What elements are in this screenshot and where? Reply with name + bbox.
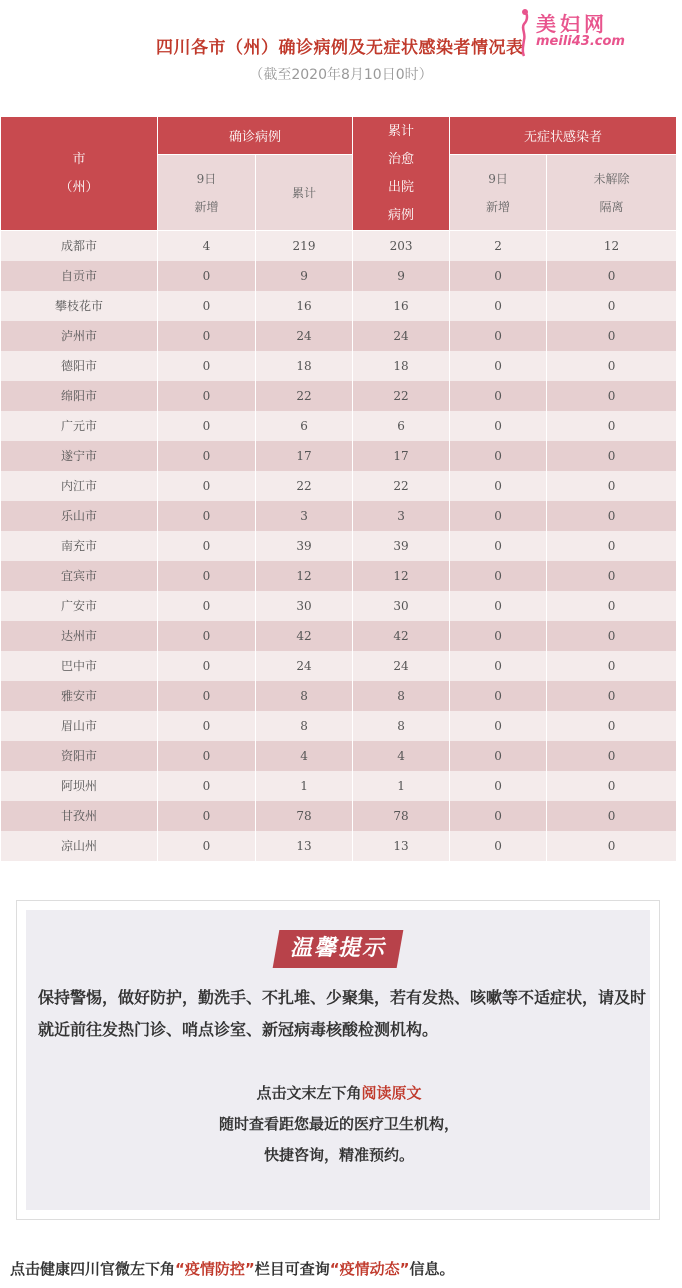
confirmed-new-cell: 0 bbox=[158, 411, 256, 441]
table-row bbox=[1, 531, 677, 561]
tip-badge-label: 温馨提示 bbox=[289, 936, 386, 961]
unreleased-cell: 0 bbox=[547, 651, 677, 681]
unreleased-cell: 0 bbox=[547, 711, 677, 741]
asym-new-cell: 0 bbox=[450, 291, 547, 321]
table-row bbox=[1, 831, 677, 861]
unreleased-cell: 0 bbox=[547, 531, 677, 561]
city-cell: 内江市 bbox=[1, 471, 158, 501]
city-cell: 凉山州 bbox=[1, 831, 158, 861]
confirmed-new-cell: 0 bbox=[158, 261, 256, 291]
unreleased-cell: 0 bbox=[547, 741, 677, 771]
confirmed-total-cell: 16 bbox=[256, 291, 353, 321]
cases-table bbox=[0, 116, 677, 861]
city-cell: 资阳市 bbox=[1, 741, 158, 771]
confirmed-total-cell: 24 bbox=[256, 321, 353, 351]
asym-new-cell: 0 bbox=[450, 801, 547, 831]
confirmed-total-cell: 78 bbox=[256, 801, 353, 831]
confirmed-new-cell: 0 bbox=[158, 621, 256, 651]
table-row bbox=[1, 771, 677, 801]
city-cell: 成都市 bbox=[1, 231, 158, 261]
city-cell: 绵阳市 bbox=[1, 381, 158, 411]
confirmed-new-cell: 0 bbox=[158, 771, 256, 801]
table-row bbox=[1, 441, 677, 471]
city-cell: 广安市 bbox=[1, 591, 158, 621]
header-confirmed-new: 9日 新增 bbox=[158, 155, 256, 231]
table-row bbox=[1, 741, 677, 771]
header-confirmed: 确诊病例 bbox=[158, 117, 353, 155]
asym-new-cell: 0 bbox=[450, 441, 547, 471]
confirmed-total-cell: 13 bbox=[256, 831, 353, 861]
tip-panel bbox=[26, 910, 650, 1210]
table-row bbox=[1, 291, 677, 321]
city-cell: 雅安市 bbox=[1, 681, 158, 711]
asym-new-cell: 0 bbox=[450, 351, 547, 381]
confirmed-new-cell: 0 bbox=[158, 591, 256, 621]
confirmed-new-cell: 0 bbox=[158, 471, 256, 501]
city-cell: 甘孜州 bbox=[1, 801, 158, 831]
cured-cell: 8 bbox=[353, 681, 450, 711]
tip-line-2: 随时查看距您最近的医疗卫生机构， bbox=[218, 1115, 459, 1133]
cured-cell: 39 bbox=[353, 531, 450, 561]
page-header bbox=[0, 0, 682, 110]
confirmed-total-cell: 8 bbox=[256, 711, 353, 741]
confirmed-total-cell: 22 bbox=[256, 381, 353, 411]
logo-text: 美妇网 bbox=[536, 12, 608, 36]
confirmed-total-cell: 4 bbox=[256, 741, 353, 771]
table-body bbox=[1, 231, 677, 861]
asym-new-cell: 0 bbox=[450, 501, 547, 531]
epidemic-news-link[interactable]: “疫情动态” bbox=[329, 1260, 410, 1278]
cured-cell: 30 bbox=[353, 591, 450, 621]
cured-cell: 22 bbox=[353, 471, 450, 501]
unreleased-cell: 0 bbox=[547, 621, 677, 651]
asym-new-cell: 0 bbox=[450, 381, 547, 411]
table-row bbox=[1, 351, 677, 381]
table-row bbox=[1, 411, 677, 441]
table-row bbox=[1, 591, 677, 621]
table-row bbox=[1, 261, 677, 291]
confirmed-total-cell: 9 bbox=[256, 261, 353, 291]
cured-cell: 4 bbox=[353, 741, 450, 771]
cured-cell: 203 bbox=[353, 231, 450, 261]
confirmed-total-cell: 42 bbox=[256, 621, 353, 651]
confirmed-new-cell: 0 bbox=[158, 531, 256, 561]
city-cell: 遂宁市 bbox=[1, 441, 158, 471]
asym-new-cell: 0 bbox=[450, 531, 547, 561]
asym-new-cell: 0 bbox=[450, 591, 547, 621]
confirmed-new-cell: 0 bbox=[158, 561, 256, 591]
asym-new-cell: 0 bbox=[450, 411, 547, 441]
city-cell: 阿坝州 bbox=[1, 771, 158, 801]
tip-paragraph: 保持警惕，做好防护，勤洗手、不扎堆、少聚集，若有发热、咳嗽等不适症状，请及时就近前往发热门诊、哨点诊室、新冠病毒核酸检测机构。 bbox=[38, 988, 647, 1039]
asym-new-cell: 0 bbox=[450, 471, 547, 501]
city-cell: 巴中市 bbox=[1, 651, 158, 681]
unreleased-cell: 0 bbox=[547, 291, 677, 321]
confirmed-new-cell: 0 bbox=[158, 681, 256, 711]
header-city: 市 （州） bbox=[1, 117, 158, 231]
confirmed-new-cell: 0 bbox=[158, 381, 256, 411]
cured-cell: 24 bbox=[353, 321, 450, 351]
confirmed-new-cell: 0 bbox=[158, 441, 256, 471]
unreleased-cell: 0 bbox=[547, 411, 677, 441]
confirmed-new-cell: 4 bbox=[158, 231, 256, 261]
city-cell: 广元市 bbox=[1, 411, 158, 441]
confirmed-total-cell: 12 bbox=[256, 561, 353, 591]
asym-new-cell: 0 bbox=[450, 651, 547, 681]
city-cell: 德阳市 bbox=[1, 351, 158, 381]
page-title: 四川各市（州）确诊病例及无症状感染者情况表 bbox=[156, 38, 524, 58]
asym-new-cell: 0 bbox=[450, 831, 547, 861]
confirmed-new-cell: 0 bbox=[158, 291, 256, 321]
unreleased-cell: 0 bbox=[547, 561, 677, 591]
unreleased-cell: 0 bbox=[547, 801, 677, 831]
header-unreleased: 未解除 隔离 bbox=[547, 155, 677, 231]
unreleased-cell: 0 bbox=[547, 381, 677, 411]
unreleased-cell: 12 bbox=[547, 231, 677, 261]
table-row bbox=[1, 681, 677, 711]
tip-instructions bbox=[26, 1078, 652, 1171]
confirmed-total-cell: 3 bbox=[256, 501, 353, 531]
unreleased-cell: 0 bbox=[547, 321, 677, 351]
lady-logo-icon bbox=[514, 8, 534, 58]
page-subtitle: （截至2020年8月10日0时） bbox=[249, 67, 433, 83]
confirmed-total-cell: 17 bbox=[256, 441, 353, 471]
unreleased-cell: 0 bbox=[547, 831, 677, 861]
confirmed-new-cell: 0 bbox=[158, 351, 256, 381]
cured-cell: 16 bbox=[353, 291, 450, 321]
confirmed-new-cell: 0 bbox=[158, 711, 256, 741]
confirmed-total-cell: 8 bbox=[256, 681, 353, 711]
confirmed-total-cell: 24 bbox=[256, 651, 353, 681]
footer-note: 点击健康四川官微左下角“疫情防控”栏目可查询“疫情动态”信息。 bbox=[10, 1260, 455, 1278]
confirmed-total-cell: 6 bbox=[256, 411, 353, 441]
city-cell: 南充市 bbox=[1, 531, 158, 561]
asym-new-cell: 0 bbox=[450, 561, 547, 591]
tip-line-1: 点击文末左下角阅读原文 bbox=[256, 1084, 422, 1102]
table-row bbox=[1, 501, 677, 531]
confirmed-new-cell: 0 bbox=[158, 321, 256, 351]
city-cell: 自贡市 bbox=[1, 261, 158, 291]
city-cell: 泸州市 bbox=[1, 321, 158, 351]
header-asym-new: 9日 新增 bbox=[450, 155, 547, 231]
cured-cell: 8 bbox=[353, 711, 450, 741]
confirmed-new-cell: 0 bbox=[158, 501, 256, 531]
asym-new-cell: 0 bbox=[450, 321, 547, 351]
asym-new-cell: 0 bbox=[450, 711, 547, 741]
table-row bbox=[1, 801, 677, 831]
asym-new-cell: 2 bbox=[450, 231, 547, 261]
unreleased-cell: 0 bbox=[547, 351, 677, 381]
cured-cell: 13 bbox=[353, 831, 450, 861]
city-cell: 眉山市 bbox=[1, 711, 158, 741]
asym-new-cell: 0 bbox=[450, 621, 547, 651]
header-cured: 累计 治愈 出院 病例 bbox=[353, 117, 450, 231]
unreleased-cell: 0 bbox=[547, 441, 677, 471]
epidemic-control-link[interactable]: “疫情防控” bbox=[175, 1260, 255, 1278]
table-row bbox=[1, 561, 677, 591]
table-row bbox=[1, 711, 677, 741]
cured-cell: 6 bbox=[353, 411, 450, 441]
cured-cell: 18 bbox=[353, 351, 450, 381]
tip-badge bbox=[273, 930, 404, 968]
city-cell: 宜宾市 bbox=[1, 561, 158, 591]
cured-cell: 1 bbox=[353, 771, 450, 801]
header-confirmed-total: 累计 bbox=[256, 155, 353, 231]
confirmed-total-cell: 39 bbox=[256, 531, 353, 561]
confirmed-new-cell: 0 bbox=[158, 651, 256, 681]
table-row bbox=[1, 621, 677, 651]
table-row bbox=[1, 471, 677, 501]
cured-cell: 78 bbox=[353, 801, 450, 831]
unreleased-cell: 0 bbox=[547, 501, 677, 531]
table-row bbox=[1, 231, 677, 261]
confirmed-total-cell: 22 bbox=[256, 471, 353, 501]
unreleased-cell: 0 bbox=[547, 771, 677, 801]
confirmed-total-cell: 30 bbox=[256, 591, 353, 621]
table-row bbox=[1, 651, 677, 681]
cured-cell: 9 bbox=[353, 261, 450, 291]
cured-cell: 22 bbox=[353, 381, 450, 411]
unreleased-cell: 0 bbox=[547, 681, 677, 711]
asym-new-cell: 0 bbox=[450, 681, 547, 711]
header-asymptomatic: 无症状感染者 bbox=[450, 117, 677, 155]
site-logo bbox=[514, 8, 674, 58]
asym-new-cell: 0 bbox=[450, 741, 547, 771]
city-cell: 达州市 bbox=[1, 621, 158, 651]
city-cell: 乐山市 bbox=[1, 501, 158, 531]
confirmed-new-cell: 0 bbox=[158, 831, 256, 861]
unreleased-cell: 0 bbox=[547, 261, 677, 291]
table-row bbox=[1, 381, 677, 411]
confirmed-new-cell: 0 bbox=[158, 801, 256, 831]
cured-cell: 12 bbox=[353, 561, 450, 591]
confirmed-new-cell: 0 bbox=[158, 741, 256, 771]
read-original-link[interactable]: 阅读原文 bbox=[361, 1084, 422, 1102]
unreleased-cell: 0 bbox=[547, 471, 677, 501]
confirmed-total-cell: 219 bbox=[256, 231, 353, 261]
asym-new-cell: 0 bbox=[450, 261, 547, 291]
cured-cell: 3 bbox=[353, 501, 450, 531]
unreleased-cell: 0 bbox=[547, 591, 677, 621]
confirmed-total-cell: 1 bbox=[256, 771, 353, 801]
confirmed-total-cell: 18 bbox=[256, 351, 353, 381]
cured-cell: 24 bbox=[353, 651, 450, 681]
table-row bbox=[1, 321, 677, 351]
city-cell: 攀枝花市 bbox=[1, 291, 158, 321]
logo-url: meili43.com bbox=[536, 34, 625, 49]
asym-new-cell: 0 bbox=[450, 771, 547, 801]
cured-cell: 42 bbox=[353, 621, 450, 651]
tip-box bbox=[16, 900, 660, 1220]
tip-line-3: 快捷咨询，精准预约。 bbox=[263, 1146, 414, 1164]
cured-cell: 17 bbox=[353, 441, 450, 471]
